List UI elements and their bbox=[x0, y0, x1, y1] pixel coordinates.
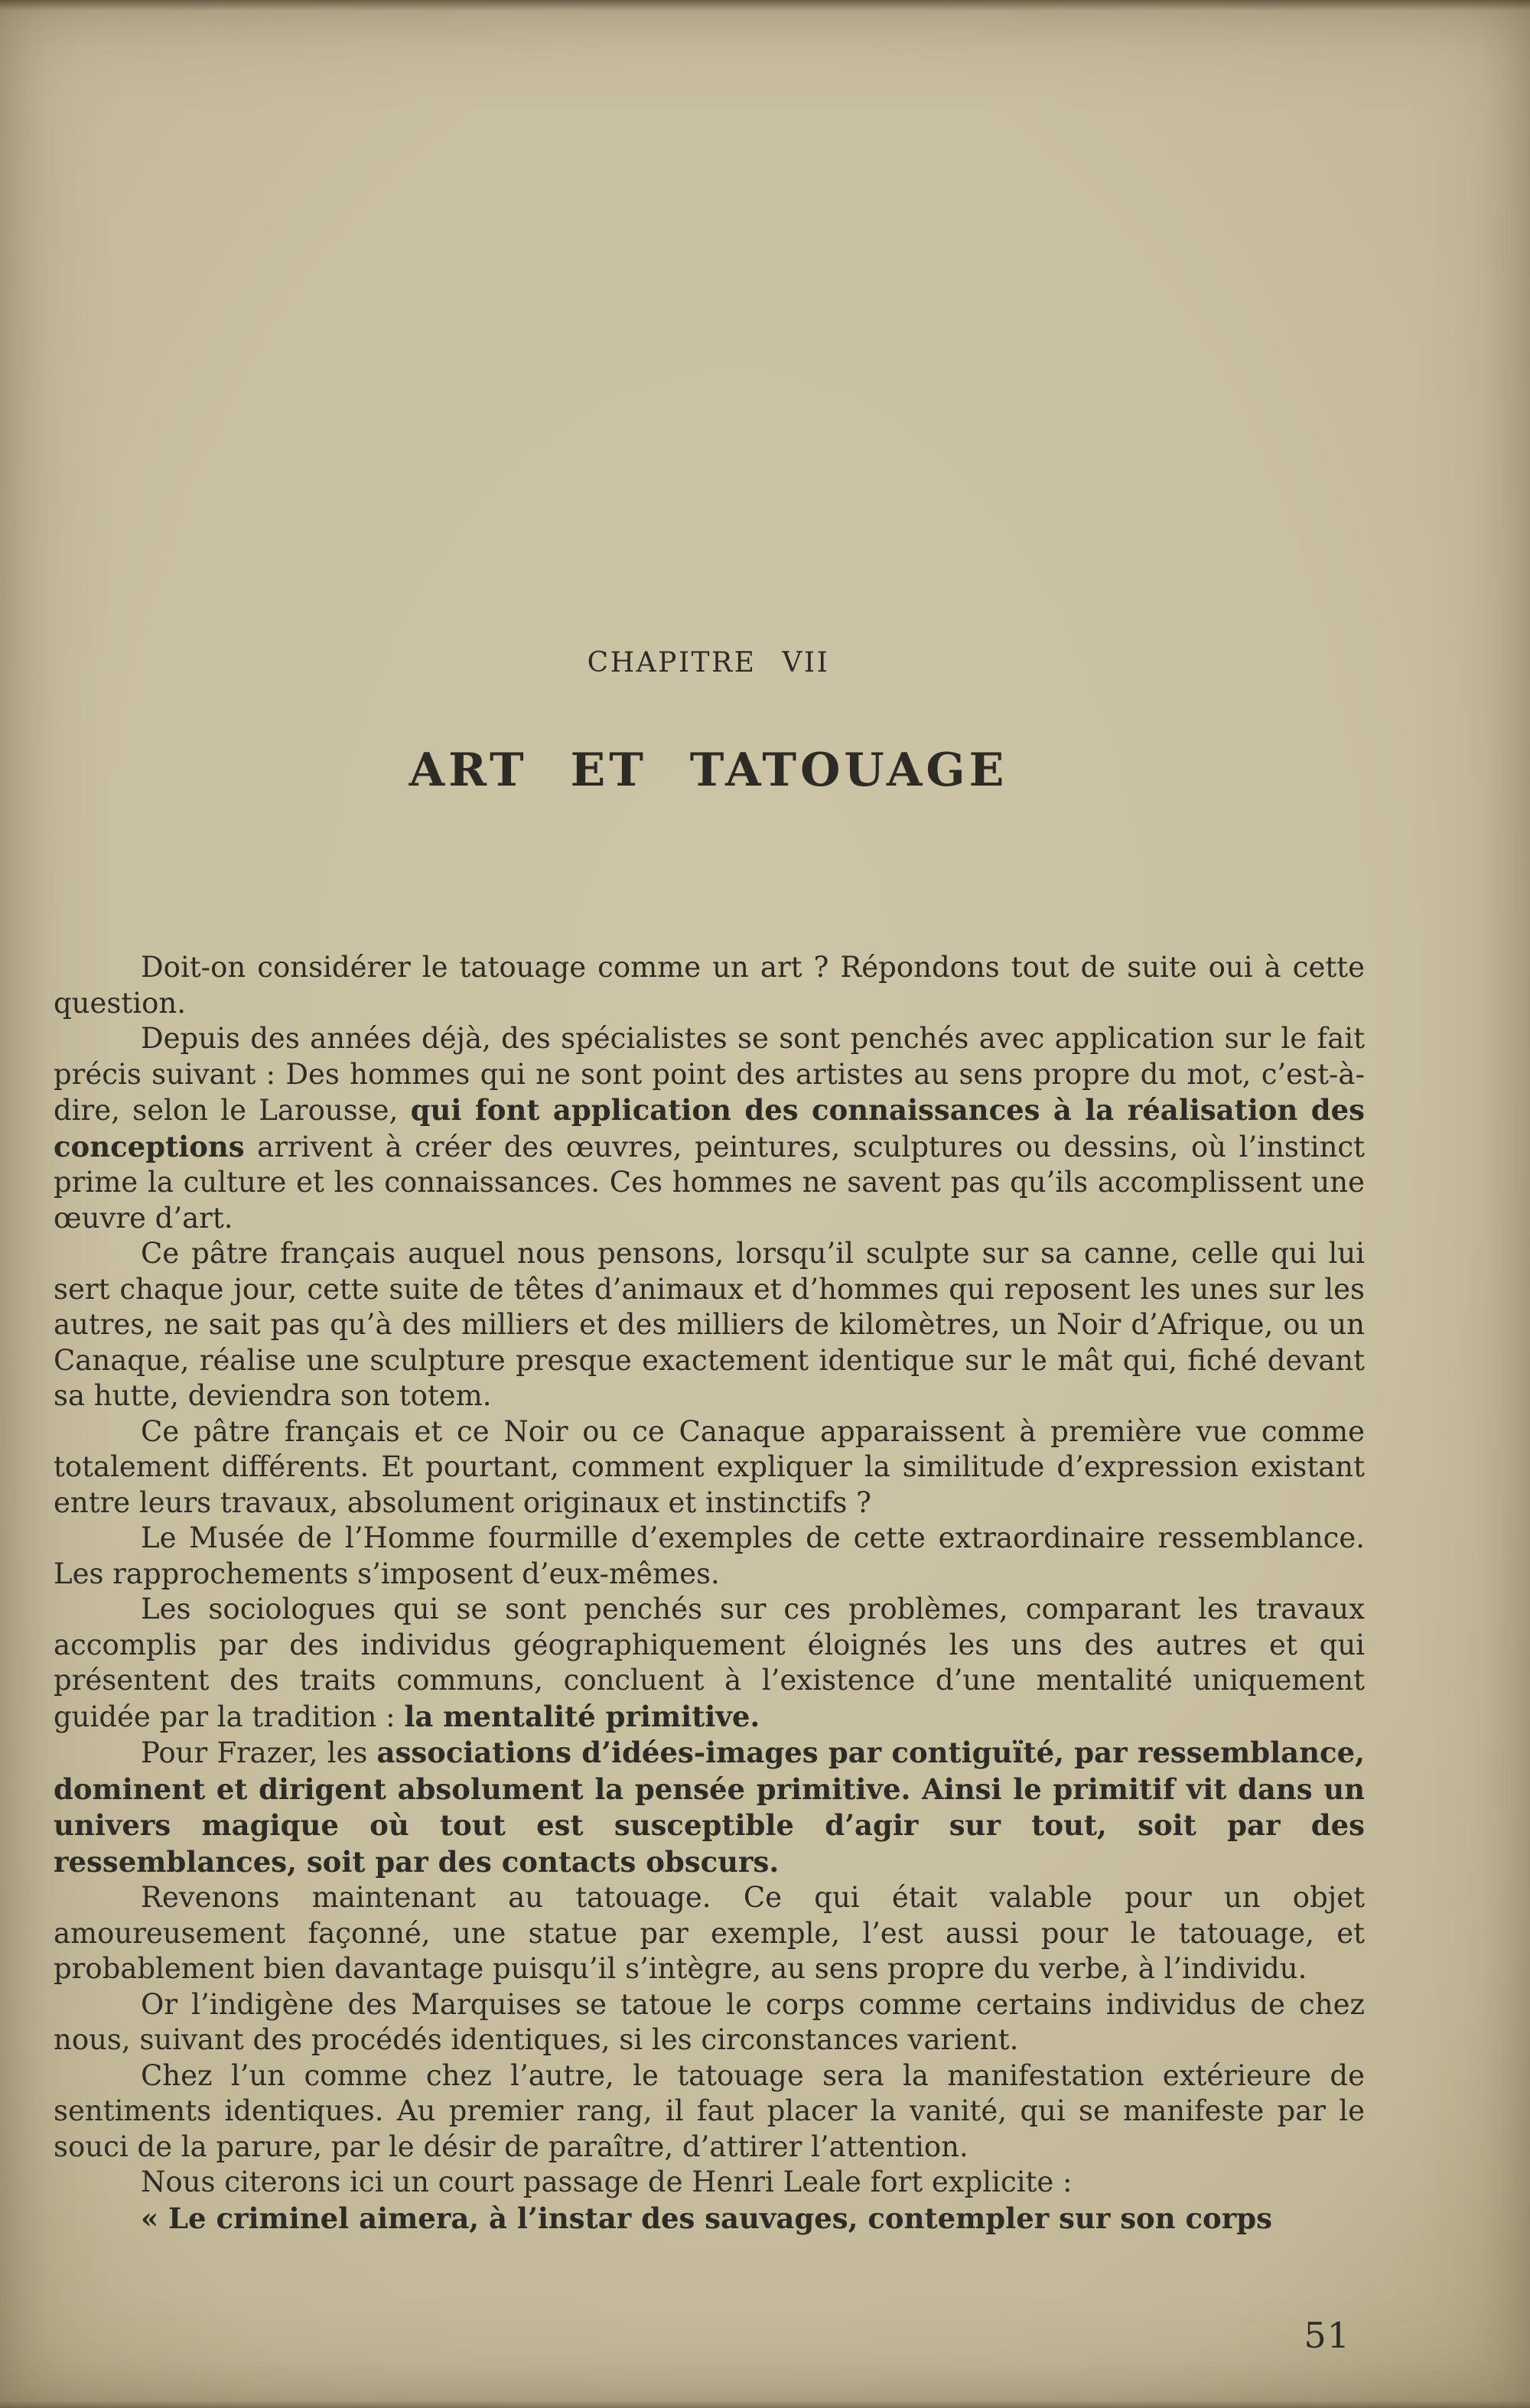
paragraph-segment: Ce pâtre français auquel nous pensons, lorsqu’il sculpte sur sa canne, celle qui lui sert chaque jour, cette suite de têtes d’animaux et d’hommes qui reposent les unes sur les autres, ne sait pas qu’à des milliers et des milliers de kilomètres, un Noir d’Afrique, ou un Canaque, réalise une sculpture presque exactement identique sur le mât qui, fiché devant sa hutte, deviendra son totem. bbox=[54, 1237, 1365, 1412]
chapter-label: CHAPITRE VII bbox=[587, 647, 830, 678]
paragraph-segment: Depuis des années déjà, des spécialistes se sont penchés avec application sur le fait précis suivant : Des hommes qui ne sont point des artistes au sens propre du mot, c’est-à-dire, selon le Larousse, bbox=[54, 1022, 1365, 1127]
paragraph-segment: Les sociologues qui se sont penchés sur ces problèmes, comparant les travaux accomplis par des individus géographiquement éloignés les uns des autres et qui présentent des traits communs, concluent à l’existence d’une mentalité uniquement guidée par la tradition : bbox=[54, 1593, 1365, 1733]
page-edge-top bbox=[0, 0, 1530, 11]
paragraph-bold-segment: qui font application des connaissances à la réalisation des conceptions bbox=[54, 1093, 1365, 1163]
paragraph-bold-segment: associations d’idées-images par contiguïté, par ressemblance, dominent et dirigent absolument la pensée primitive. Ainsi le primitif vit dans un univers magique où tout est susceptible d’agir sur tout, soit par des ressemblances, soit par des contacts obscurs. bbox=[54, 1736, 1365, 1879]
paragraph-bold-segment: la mentalité primitive. bbox=[404, 1699, 760, 1733]
paragraph-bold-segment: « Le criminel aimera, à l’instar des sauvages, contempler sur son corps bbox=[141, 2201, 1272, 2235]
paragraph-segment: Pour Frazer, les bbox=[141, 1736, 377, 1769]
paragraph-segment: Ce pâtre français et ce Noir ou ce Canaque apparaissent à première vue comme totalement différents. Et pourtant, comment expliquer la similitude d’expression existant entre leurs travaux, absolument originaux et instinctifs ? bbox=[54, 1414, 1365, 1519]
paragraph bbox=[54, 1987, 1365, 2058]
paragraph-segment: Revenons maintenant au tatouage. Ce qui était valable pour un objet amoureusement façonné, une statue par exemple, l’est aussi pour le tatouage, et probablement bien davantage puisqu’il s’intègre, au sens propre du verbe, à l’individu. bbox=[54, 1881, 1365, 1985]
page-edge-bottom bbox=[0, 2400, 1530, 2408]
paragraph-segment: Chez l’un comme chez l’autre, le tatouage sera la manifestation extérieure de sentiments identiques. Au premier rang, il faut placer la vanité, qui se manifeste par le souci de la parure, par le désir de paraître, d’attirer l’attention. bbox=[54, 2058, 1365, 2163]
paragraph bbox=[54, 1021, 1365, 1236]
paragraph bbox=[54, 1236, 1365, 1414]
paragraph-segment: Nous citerons ici un court passage de Henri Leale fort explicite : bbox=[141, 2166, 1073, 2198]
paragraph-segment: Le Musée de l’Homme fourmille d’exemples de cette extraordinaire ressemblance. Les rapprochements s’imposent d’eux-mêmes. bbox=[54, 1521, 1365, 1590]
paragraph bbox=[54, 2201, 1365, 2237]
paragraph bbox=[54, 1880, 1365, 1987]
paragraph bbox=[54, 1414, 1365, 1521]
paragraph bbox=[54, 1592, 1365, 1735]
paragraph-segment: Or l’indigène des Marquises se tatoue le corps comme certains individus de chez nous, suivant des procédés identiques, si les circonstances varient. bbox=[54, 1987, 1365, 2056]
paragraph bbox=[54, 2165, 1365, 2201]
paragraph bbox=[54, 1735, 1365, 1880]
body-text bbox=[54, 950, 1365, 2237]
page-number: 51 bbox=[1304, 2315, 1350, 2356]
paragraph bbox=[54, 950, 1365, 1021]
paragraph bbox=[54, 2058, 1365, 2166]
page-title: ART ET TATOUAGE bbox=[409, 744, 1008, 797]
paragraph-segment: Doit-on considérer le tatouage comme un art ? Répondons tout de suite oui à cette question. bbox=[54, 951, 1365, 1020]
paragraph bbox=[54, 1521, 1365, 1592]
paragraph-segment: arrivent à créer des œuvres, peintures, sculptures ou dessins, où l’instinct prime la culture et les connaissances. Ces hommes ne savent pas qu’ils accomplissent une œuvre d’art. bbox=[54, 1130, 1365, 1235]
